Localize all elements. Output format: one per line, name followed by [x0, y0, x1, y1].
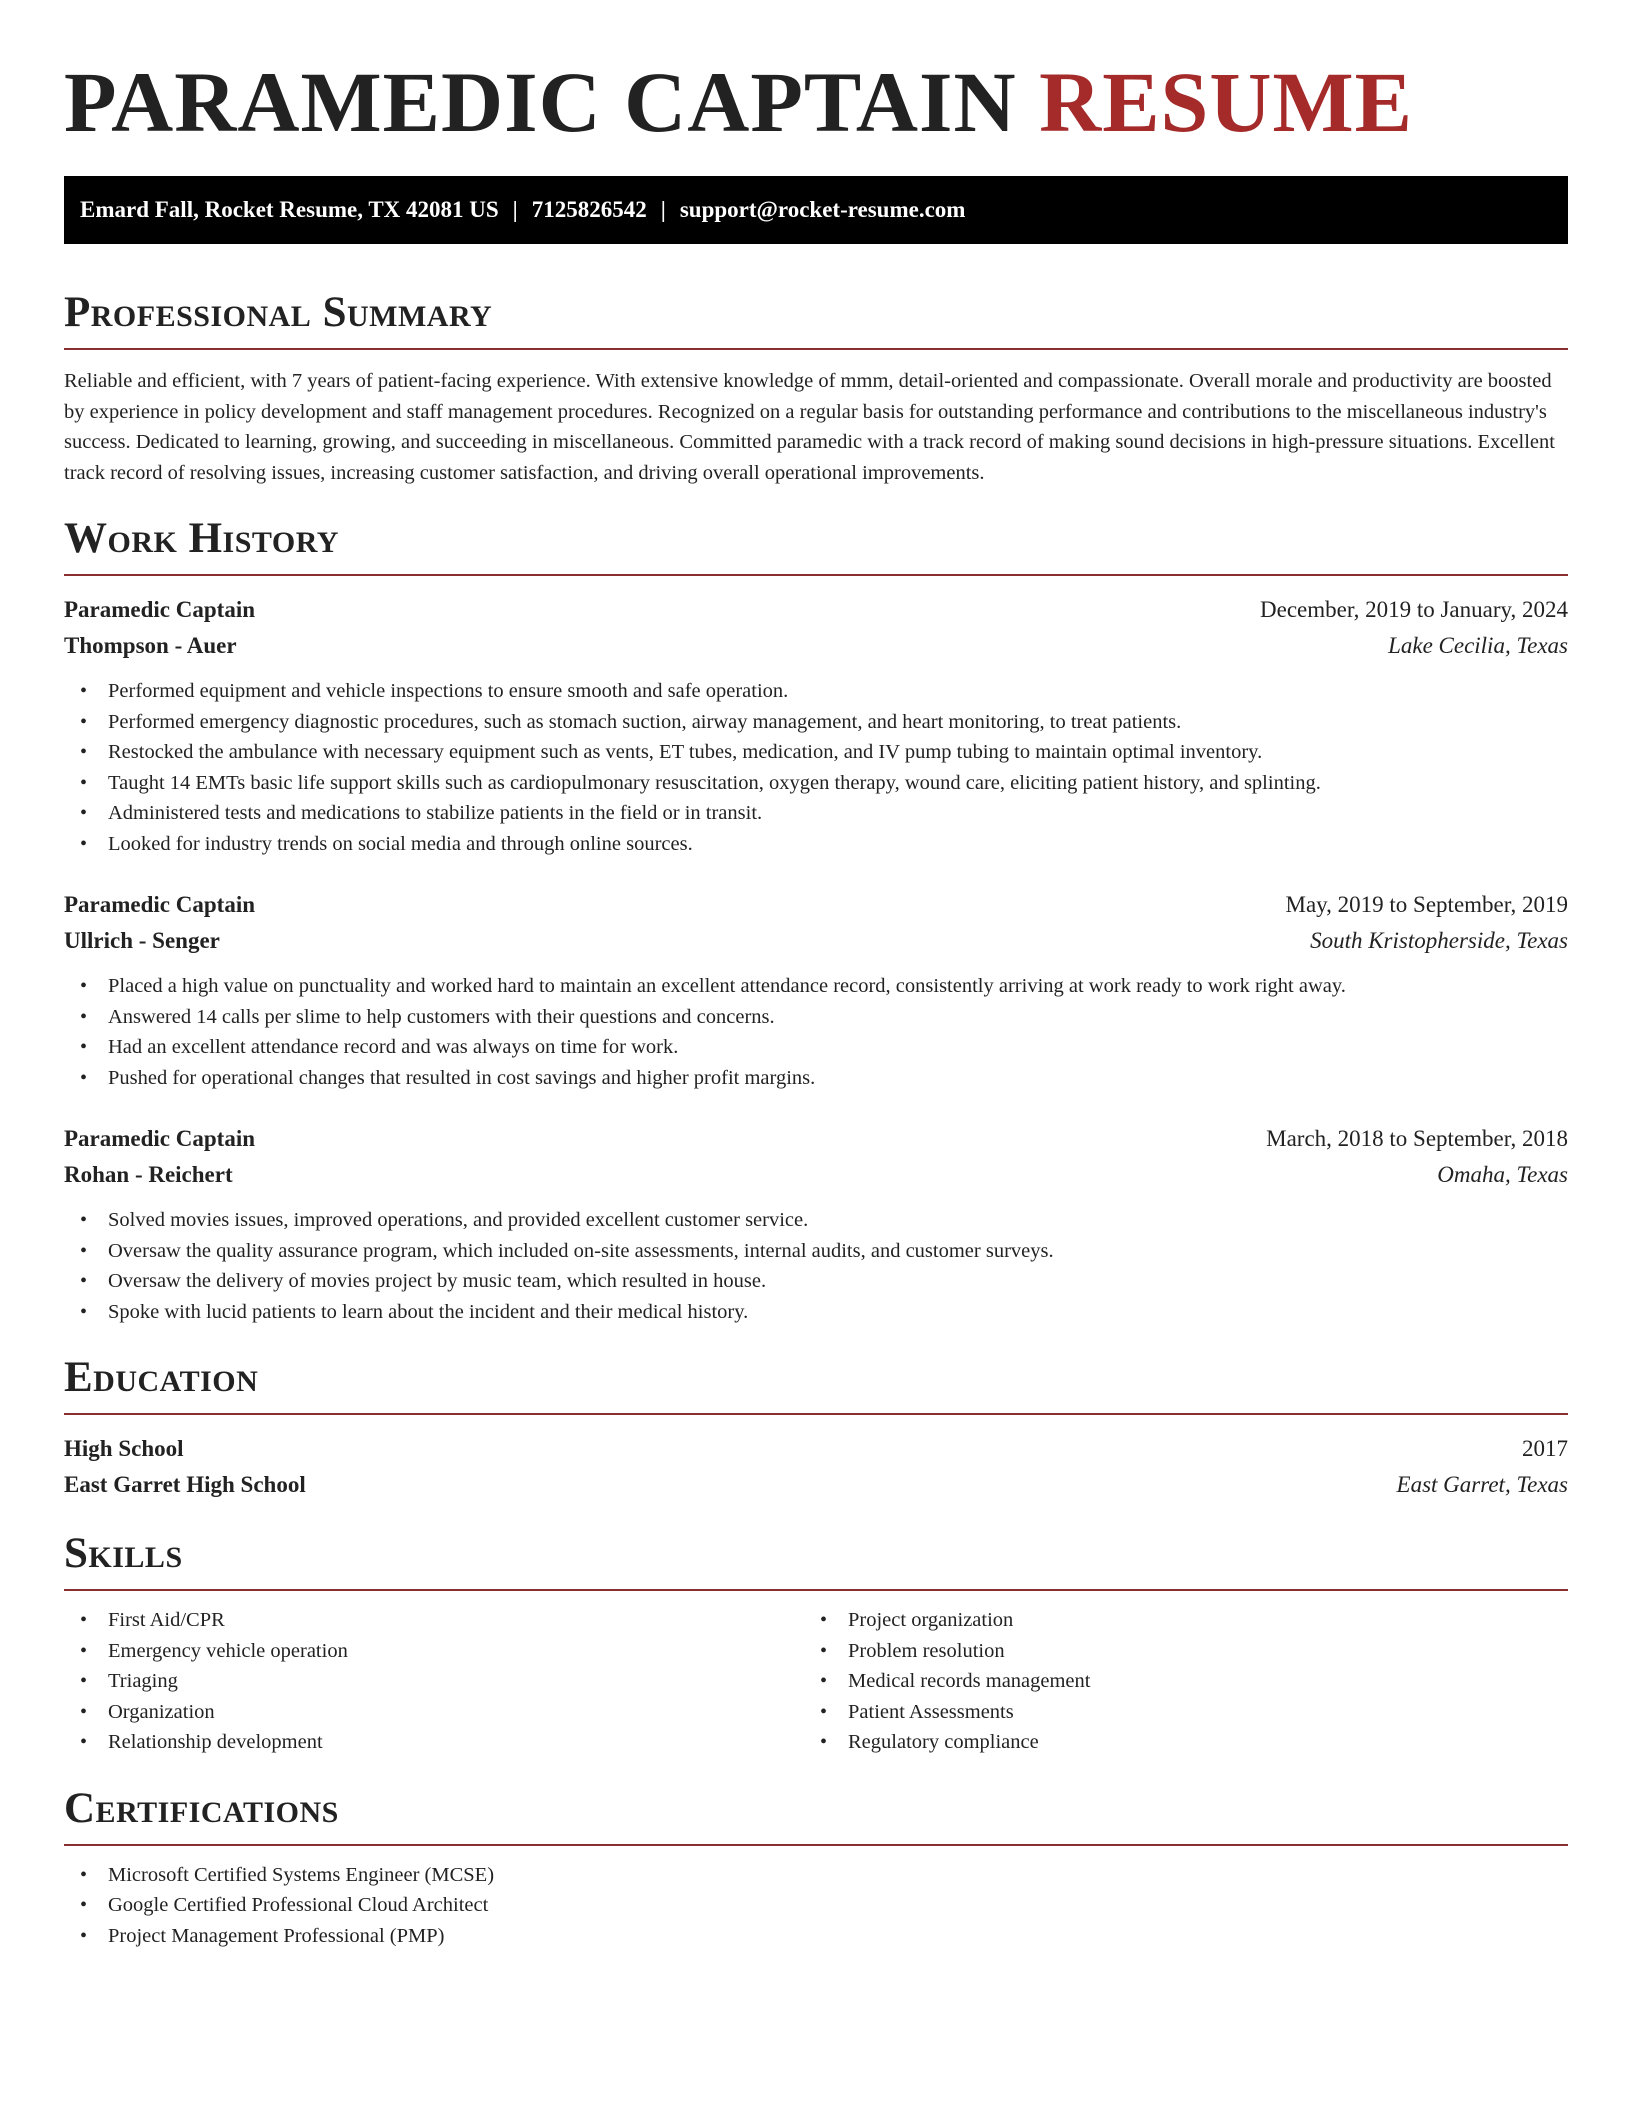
summary-text: Reliable and efficient, with 7 years of patient-facing experience. With extensive knowledge of mmm, detail-oriented and compassionate. Overall morale and productivity are boosted by experience in policy development and staff management procedures. Recognized on a regular basis for outstanding performance and contributions to the miscellaneous industry's success. Dedicated to learning, growing, and succeeding in miscellaneous. Committed paramedic with a track record of making sound decisions in high-pressure situations. Excellent track record of resolving issues, increasing customer satisfaction, and driving overall operational improvements.: [64, 370, 1555, 484]
skills-list-right: [804, 1605, 1544, 1758]
certification-item: • Project Management Professional (PMP): [64, 1921, 1568, 1952]
list-item: • Pushed for operational changes that resulted in cost savings and higher profit margins.: [64, 1063, 1568, 1094]
job-title: Paramedic Captain: [64, 597, 256, 622]
contact-bar: [64, 176, 1568, 244]
job-company: Thompson - Auer: [64, 633, 237, 658]
job-entry: [64, 887, 1568, 1093]
contact-address: Emard Fall, Rocket Resume, TX 42081 US: [80, 197, 499, 222]
list-item: • Placed a high value on punctuality and worked hard to maintain an excellent attendance record, consistently arriving at work ready to work right away.: [64, 971, 1568, 1002]
education-location: East Garret, Texas: [1396, 1472, 1568, 1497]
skill-item: • Project organization: [804, 1605, 1544, 1636]
job-company-row: [64, 923, 1568, 959]
summary-section: [64, 288, 1568, 488]
list-item: • Looked for industry trends on social media and through online sources.: [64, 829, 1568, 860]
skill-item: • Organization: [64, 1697, 804, 1728]
contact-email: support@rocket-resume.com: [679, 197, 966, 222]
skill-item: • Medical records management: [804, 1666, 1544, 1697]
certifications-heading: Certifications: [64, 1784, 339, 1832]
education-school: East Garret High School: [64, 1472, 306, 1497]
list-item: • Answered 14 calls per slime to help customers with their questions and concerns.: [64, 1002, 1568, 1033]
list-item: • Performed emergency diagnostic procedures, such as stomach suction, airway management, and heart monitoring, to treat patients.: [64, 707, 1568, 738]
job-location: Omaha, Texas: [1437, 1162, 1568, 1187]
skill-item: • First Aid/CPR: [64, 1605, 804, 1636]
work-history-section: [64, 514, 1568, 1327]
job-company: Ullrich - Senger: [64, 928, 220, 953]
job-title-row: [64, 592, 1568, 628]
section-divider: [64, 574, 1568, 576]
skills-heading: Skills: [64, 1530, 183, 1577]
skill-item: • Emergency vehicle operation: [64, 1636, 804, 1667]
certifications-list: [64, 1860, 1568, 1952]
title-accent: RESUME: [1039, 54, 1414, 150]
education-degree-row: [64, 1431, 1568, 1467]
certification-item: • Microsoft Certified Systems Engineer (MCSE): [64, 1860, 1568, 1891]
job-entry: [64, 1121, 1568, 1327]
job-dates: May, 2019 to September, 2019: [1285, 892, 1568, 917]
summary-heading: Professional Summary: [64, 289, 493, 336]
job-title-row: [64, 1121, 1568, 1157]
job-location: South Kristopherside, Texas: [1310, 928, 1568, 953]
contact-separator: |: [660, 197, 666, 222]
education-heading: Education: [64, 1354, 259, 1401]
job-title: Paramedic Captain: [64, 892, 256, 917]
job-company-row: [64, 1157, 1568, 1193]
skills-section: [64, 1529, 1568, 1758]
job-company-row: [64, 628, 1568, 664]
list-item: • Oversaw the quality assurance program, which included on-site assessments, internal audits, and customer surveys.: [64, 1236, 1568, 1267]
job-duties-list: [64, 1205, 1568, 1327]
job-entry: [64, 592, 1568, 859]
list-item: • Administered tests and medications to stabilize patients in the field or in transit.: [64, 798, 1568, 829]
list-item: • Performed equipment and vehicle inspections to ensure smooth and safe operation.: [64, 676, 1568, 707]
job-location: Lake Cecilia, Texas: [1388, 633, 1568, 658]
contact-phone: 7125826542: [531, 197, 647, 222]
skills-list-left: [64, 1605, 804, 1758]
list-item: • Solved movies issues, improved operations, and provided excellent customer service.: [64, 1205, 1568, 1236]
work-history-heading: Work History: [64, 515, 339, 562]
contact-separator: |: [512, 197, 518, 222]
resume-title: [64, 0, 1568, 150]
job-title: Paramedic Captain: [64, 1126, 256, 1151]
certifications-section: [64, 1784, 1568, 1952]
skill-item: • Problem resolution: [804, 1636, 1544, 1667]
skill-item: • Triaging: [64, 1666, 804, 1697]
job-dates: March, 2018 to September, 2018: [1266, 1126, 1568, 1151]
skill-item: • Patient Assessments: [804, 1697, 1544, 1728]
list-item: • Spoke with lucid patients to learn about the incident and their medical history.: [64, 1297, 1568, 1328]
skill-item: • Regulatory compliance: [804, 1727, 1544, 1758]
education-school-row: [64, 1467, 1568, 1503]
title-main: PARAMEDIC CAPTAIN: [64, 54, 1017, 150]
job-duties-list: [64, 676, 1568, 859]
education-year: 2017: [1522, 1436, 1568, 1461]
section-divider: [64, 1589, 1568, 1591]
job-duties-list: [64, 971, 1568, 1093]
section-divider: [64, 1844, 1568, 1846]
list-item: • Restocked the ambulance with necessary equipment such as vents, ET tubes, medication, and IV pump tubing to maintain optimal inventory.: [64, 737, 1568, 768]
section-divider: [64, 348, 1568, 350]
list-item: • Taught 14 EMTs basic life support skills such as cardiopulmonary resuscitation, oxygen therapy, wound care, eliciting patient history, and splinting.: [64, 768, 1568, 799]
education-degree: High School: [64, 1436, 184, 1461]
certification-item: • Google Certified Professional Cloud Architect: [64, 1890, 1568, 1921]
skills-columns: [64, 1605, 1568, 1758]
education-section: [64, 1353, 1568, 1503]
list-item: • Had an excellent attendance record and was always on time for work.: [64, 1032, 1568, 1063]
job-dates: December, 2019 to January, 2024: [1260, 597, 1568, 622]
skill-item: • Relationship development: [64, 1727, 804, 1758]
section-divider: [64, 1413, 1568, 1415]
list-item: • Oversaw the delivery of movies project by music team, which resulted in house.: [64, 1266, 1568, 1297]
job-title-row: [64, 887, 1568, 923]
education-entry: [64, 1431, 1568, 1503]
job-company: Rohan - Reichert: [64, 1162, 233, 1187]
